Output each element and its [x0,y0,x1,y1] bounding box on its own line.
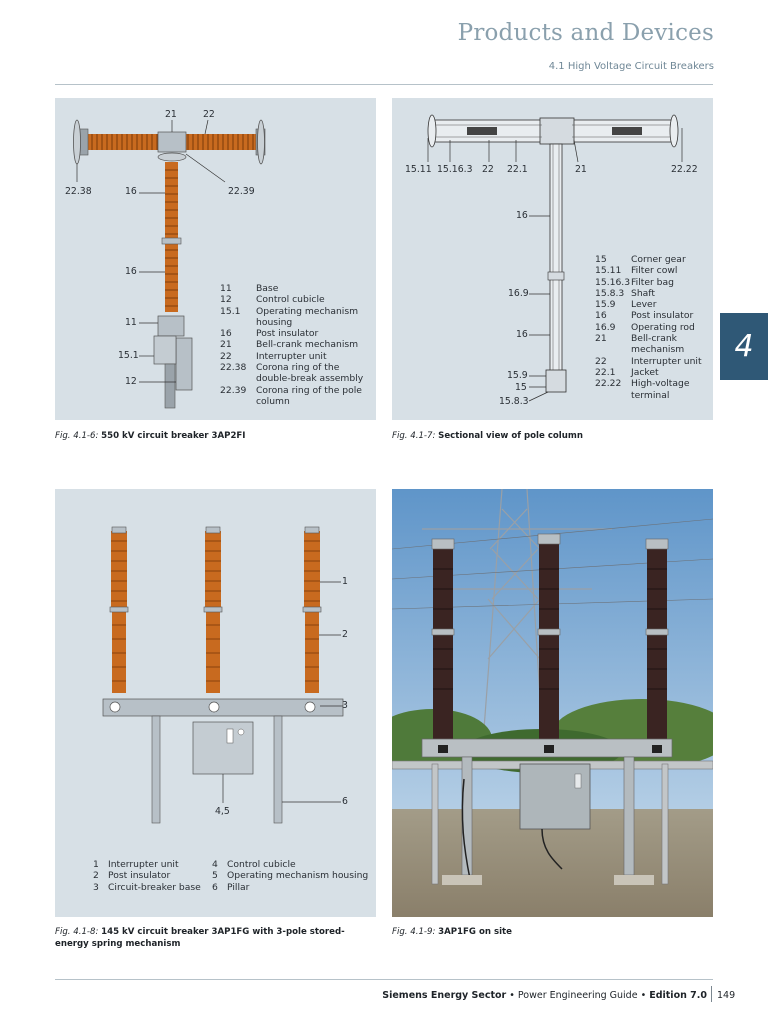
legend-number: 15.9 [595,299,616,311]
legend-text: Interrupter unit [256,350,327,362]
legend-text: Operating rod [631,321,695,333]
legend-text: Bell-crank mechanism [631,333,685,356]
legend-row [212,859,372,870]
legend-row [595,310,707,321]
legend-row [595,333,707,356]
legend-row [212,870,372,881]
legend-number: 22.39 [220,384,247,396]
legend-text: Interrupter unit [631,355,702,367]
legend-number: 15.8.3 [595,287,625,299]
legend-text: Post insulator [631,310,694,322]
legend-text: Corona ring of the double-break assembly [256,362,364,385]
caption-label: Fig. 4.1-8: [55,927,102,937]
legend-row [93,882,203,893]
callout-16-9: 16.9 [508,288,529,299]
callout-12: 12 [125,376,137,387]
footer-guide: Power Engineering Guide [517,990,638,1001]
legend-row [595,299,707,310]
callout-16: 16 [125,186,137,197]
callout-2: 2 [342,629,348,640]
legend-number: 16.9 [595,321,616,333]
legend-number: 1 [93,859,99,870]
legend-row [220,294,370,305]
legend-number: 22 [220,350,232,362]
callout-15-11: 15.11 [405,164,432,175]
callout-22: 22 [482,164,494,175]
callout-22-22: 22.22 [671,164,698,175]
legend-number: 3 [93,881,99,893]
caption-fig-4-1-8 [55,926,376,950]
figure-550kv-breaker [55,98,376,420]
legend-row [595,277,707,288]
legend-row [595,322,707,333]
legend-text: Jacket [631,366,659,378]
legend-fig-550kv [220,283,370,407]
legend-row [220,328,370,339]
callout-22-1: 22.1 [507,164,528,175]
callout-22-39: 22.39 [228,186,255,197]
caption-fig-4-1-9 [392,926,713,938]
caption-title: Sectional view of pole column [438,431,583,441]
legend-row [595,265,707,276]
legend-row [220,339,370,350]
chapter-tab[interactable]: 4 [720,313,768,380]
legend-text: Bell-crank mechanism [256,339,359,351]
breaker-145kv-drawing [55,489,376,917]
legend-number: 22.38 [220,362,247,374]
footer-edition: Edition 7.0 [649,990,707,1001]
callout-22-38: 22.38 [65,186,92,197]
legend-number: 22.22 [595,378,622,390]
legend-number: 15.1 [220,305,241,317]
legend-text: Filter cowl [631,265,678,277]
legend-text: Corner gear [631,254,686,265]
legend-text: Operating mechanism housing [256,305,359,328]
footer-brand: Siemens Energy Sector [382,990,507,1001]
legend-number: 15 [595,254,607,265]
caption-title: 550 kV circuit breaker 3AP2FI [101,431,246,441]
callout-11: 11 [125,317,137,328]
callout-15: 15 [515,382,527,393]
legend-row [220,362,370,385]
callout-1: 1 [342,576,348,587]
legend-number: 16 [220,328,232,340]
header-divider [55,84,713,85]
legend-text: Post insulator [108,870,171,882]
legend-row [595,378,707,401]
legend-number: 11 [220,283,232,294]
legend-text: Corona ring of the pole column [256,384,362,407]
legend-row [595,288,707,299]
callout-16: 16 [516,210,528,221]
caption-fig-4-1-7 [392,430,713,442]
legend-number: 16 [595,310,607,322]
callout-6: 6 [342,796,348,807]
caption-title: 3AP1FG on site [438,927,512,937]
legend-number: 6 [212,881,218,893]
callout-16: 16 [516,329,528,340]
legend-row [595,356,707,367]
legend-number: 22.1 [595,366,616,378]
legend-text: Base [256,283,279,294]
legend-number: 4 [212,859,218,870]
footer-divider [55,979,713,980]
figure-145kv-breaker [55,489,376,917]
footer-separator: • [637,990,650,1001]
footer-credit [300,990,707,1001]
caption-label: Fig. 4.1-6: [55,431,102,441]
caption-label: Fig. 4.1-7: [392,431,439,441]
caption-label: Fig. 4.1-9: [392,927,439,937]
legend-text: Lever [631,299,657,311]
legend-number: 5 [212,870,218,882]
page-title: Products and Devices [457,20,714,46]
callout-4-5: 4,5 [215,806,230,817]
callout-15-8-3: 15.8.3 [499,396,529,407]
legend-number: 15.16.3 [595,276,631,288]
figure-sectional-view [392,98,713,420]
callout-15-9: 15.9 [507,370,528,381]
legend-row [220,351,370,362]
legend-fig-sectional [595,254,707,401]
section-subtitle: 4.1 High Voltage Circuit Breakers [548,61,714,72]
legend-number: 21 [220,339,232,351]
legend-text: Control cubicle [256,294,325,306]
legend-fig-145kv-right [212,859,372,893]
legend-number: 12 [220,294,232,306]
callout-15-16-3: 15.16.3 [437,164,473,175]
callout-22: 22 [203,109,215,120]
legend-text: Post insulator [256,328,319,340]
legend-text: Circuit-breaker base [108,881,201,893]
legend-text: Interrupter unit [108,859,179,870]
callout-3: 3 [342,700,348,711]
legend-text: Pillar [227,881,250,893]
legend-row [220,306,370,329]
footer-vertical-divider [711,986,712,1002]
legend-text: Shaft [631,287,655,299]
legend-row [595,254,707,265]
caption-fig-4-1-6 [55,430,376,442]
callout-21: 21 [165,109,177,120]
callout-15-1: 15.1 [118,350,139,361]
legend-row [220,283,370,294]
legend-row [212,882,372,893]
legend-text: Control cubicle [227,859,296,870]
legend-text: Filter bag [631,276,674,288]
legend-number: 22 [595,355,607,367]
legend-row [595,367,707,378]
page-number: 149 [717,990,736,1001]
callout-16: 16 [125,266,137,277]
legend-number: 2 [93,870,99,882]
callout-21: 21 [575,164,587,175]
on-site-photo-illustration [392,489,713,917]
legend-fig-145kv-left [93,859,203,893]
legend-text: Operating mechanism housing [227,870,369,882]
footer-separator: • [506,990,518,1001]
figure-on-site-photo [392,489,713,917]
legend-number: 15.11 [595,265,622,277]
legend-row [93,870,203,881]
legend-number: 21 [595,333,607,345]
legend-row [93,859,203,870]
legend-text: High-voltage terminal [631,378,690,401]
legend-row [220,385,370,408]
caption-title: 145 kV circuit breaker 3AP1FG with 3-pole stored-energy spring mechanism [55,927,345,949]
